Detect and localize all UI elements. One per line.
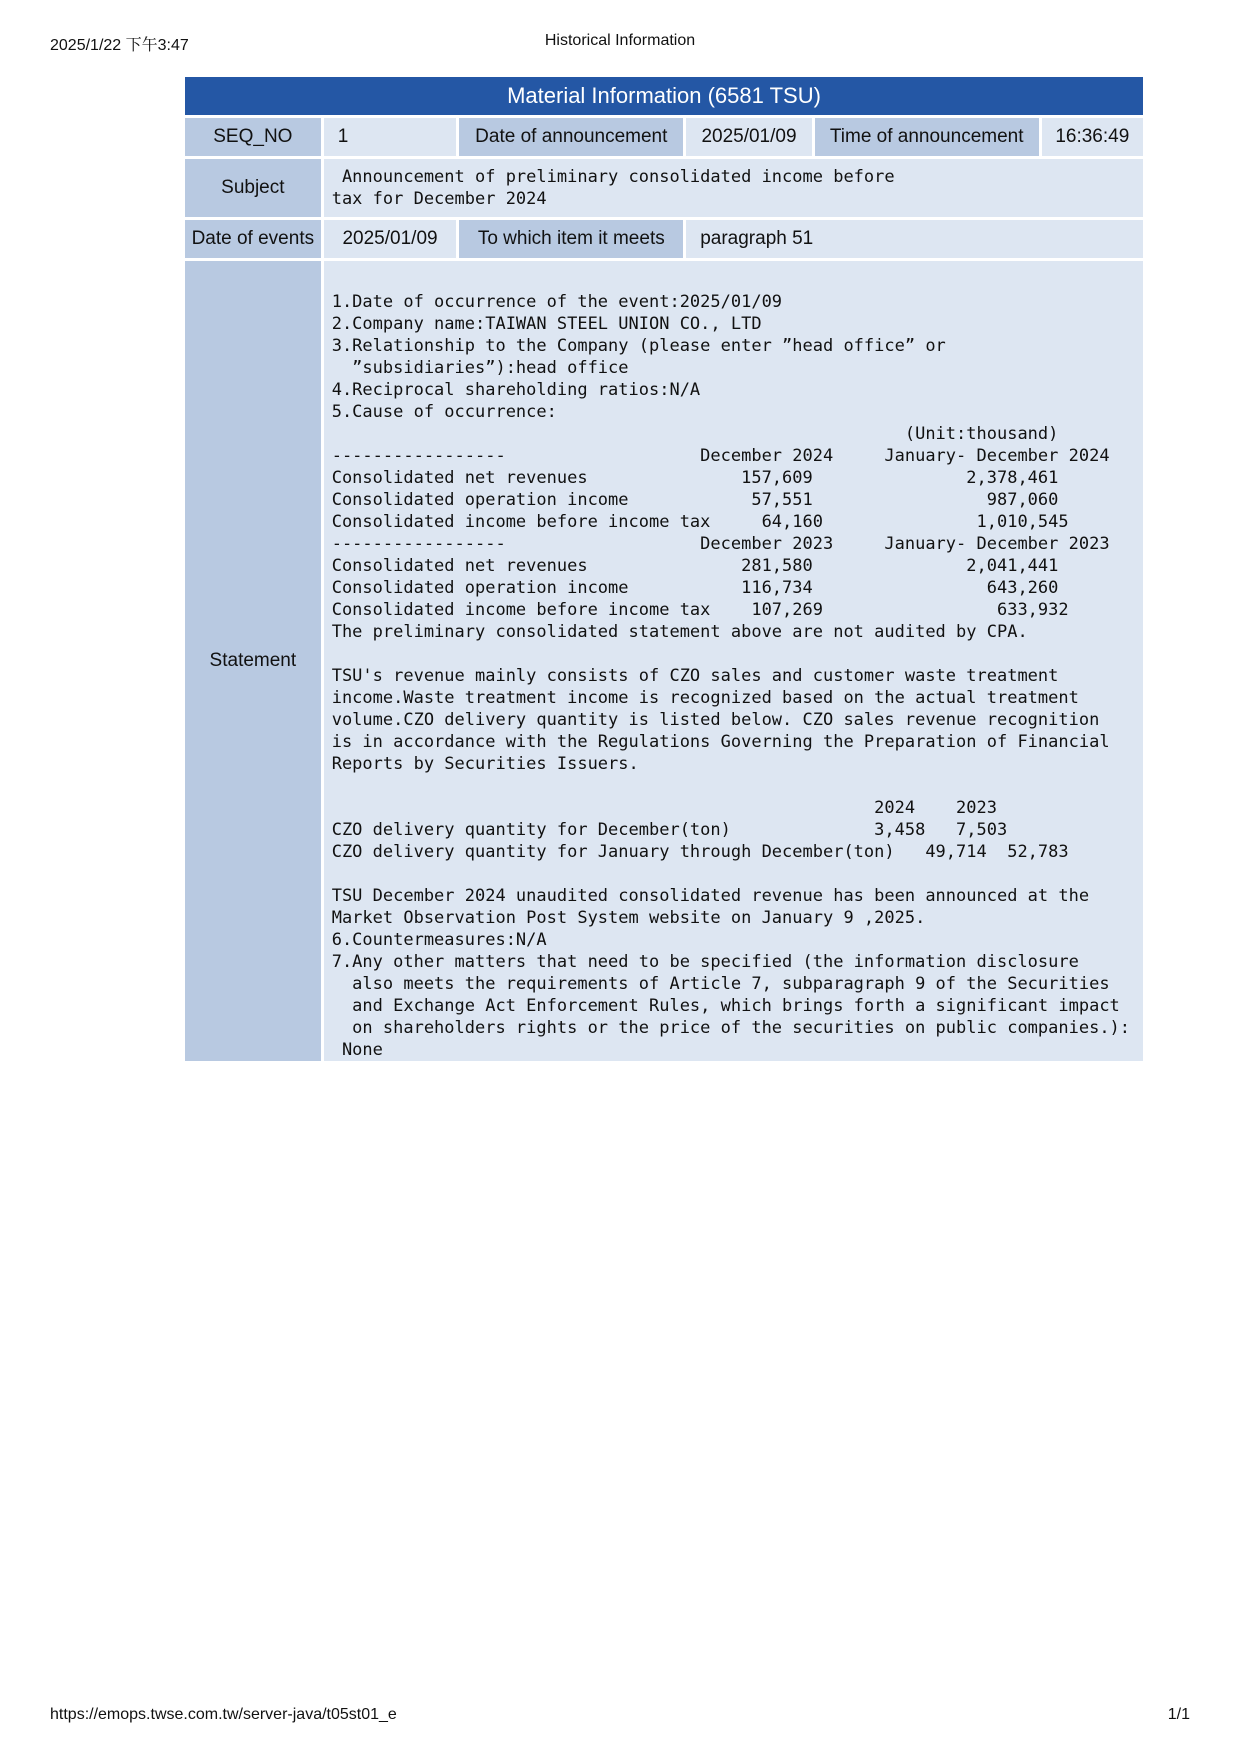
date-of-announcement-label: Date of announcement <box>459 118 683 156</box>
print-url: https://emops.twse.com.tw/server-java/t05st01_e <box>50 1706 397 1723</box>
item-meets-label: To which item it meets <box>459 220 683 258</box>
date-of-events-value: 2025/01/09 <box>324 220 457 258</box>
subject-label: Subject <box>185 159 321 217</box>
print-timestamp: 2025/1/22 下午3:47 <box>50 37 189 54</box>
material-information-table <box>182 74 1146 1064</box>
seq-no-label: SEQ_NO <box>185 118 321 156</box>
date-of-announcement-value: 2025/01/09 <box>686 118 812 156</box>
subject-value: Announcement of preliminary consolidated income before tax for December 2024 <box>331 167 895 209</box>
print-footer <box>50 1706 1190 1728</box>
time-of-announcement-value: 16:36:49 <box>1042 118 1143 156</box>
print-header <box>50 30 1190 54</box>
seq-no-value: 1 <box>324 118 457 156</box>
subject-cell <box>324 159 1143 217</box>
table-title: Material Information (6581 TSU) <box>185 77 1143 115</box>
item-meets-value: paragraph 51 <box>686 220 1143 258</box>
statement-text: 1.Date of occurrence of the event:2025/01/09 2.Company name:TAIWAN STEEL UNION CO., LTD 3.Relationship to the Company (please enter ”head office” or ”subsidiaries”):head office 4.Reciprocal shareholding ratios:N/A 5.Cause of occurrence: (Unit:thousand) ----------------- December 2024 January- December 2024 Consolidated net revenues 157,609 2,378,461 Consolidated operation income 57,551 987,060 Consolidated income before income tax 64,160 1,010,545 ----------------- December 2023 January- December 2023 Consolidated net revenues 281,580 2,041,441 Consolidated operation income 116,734 643,260 Consolidated income before income tax 107,269 633,932 The preliminary consolidated statement above are not audited by CPA. TSU's revenue mainly consists of CZO sales and customer waste treatment income.Waste treatment income is recognized based on the actual treatment volume.CZO delivery quantity is listed below. CZO sales revenue recognition is in accordance with the Regulations Governing the Preparation of Financial Reports by Securities Issuers. 2024 2023 CZO delivery quantity for December(ton) 3,458 7,503 CZO delivery quantity for January through December(ton) 49,714 52,783 TSU December 2024 unaudited consolidated revenue has been announced at the Market Observation Post System website on January 9 ,2025. 6.Countermeasures:N/A 7.Any other matters that need to be specified (the information disclosure also meets the requirements of Article 7, subparagraph 9 of the Securities and Exchange Act Enforcement Rules, which brings forth a significant impact on shareholders rights or the price of the securities on public companies.): None <box>331 292 1131 1060</box>
statement-cell <box>324 261 1143 1061</box>
time-of-announcement-label: Time of announcement <box>815 118 1039 156</box>
page-number: 1/1 <box>1167 1706 1190 1723</box>
print-page-title: Historical Information <box>544 32 696 49</box>
statement-label: Statement <box>185 261 321 1061</box>
date-of-events-label: Date of events <box>185 220 321 258</box>
